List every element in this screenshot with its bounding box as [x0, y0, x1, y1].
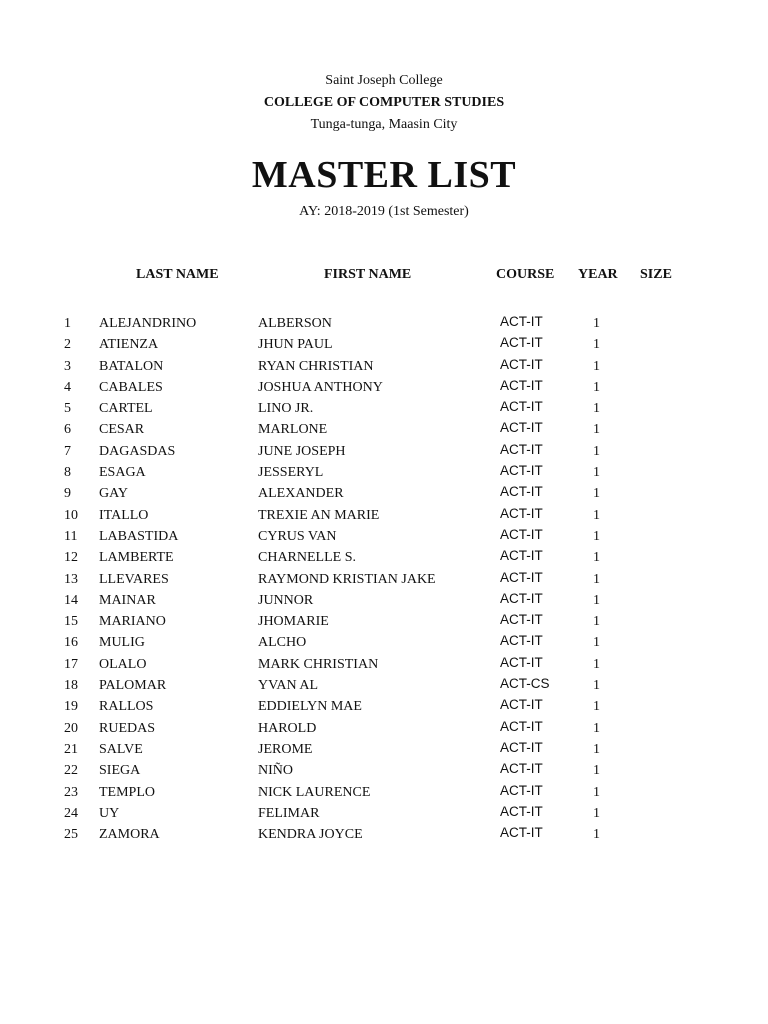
first-name-cell: CYRUS VAN: [258, 528, 337, 544]
row-number: 8: [64, 465, 71, 481]
first-name-cell: FELIMAR: [258, 805, 320, 821]
course-cell: ACT-IT: [500, 399, 543, 415]
row-number: 13: [64, 571, 78, 587]
first-name-cell: EDDIELYN MAE: [258, 699, 362, 715]
row-number: 3: [64, 358, 71, 374]
table-row: [0, 697, 768, 718]
row-number: 22: [64, 763, 78, 779]
row-number: 10: [64, 507, 78, 523]
year-cell: 1: [593, 337, 600, 353]
year-cell: 1: [593, 401, 600, 417]
table-row: [0, 570, 768, 591]
row-number: 12: [64, 550, 78, 566]
course-cell: ACT-IT: [500, 697, 543, 713]
year-cell: 1: [593, 422, 600, 438]
row-number: 19: [64, 699, 78, 715]
row-number: 25: [64, 827, 78, 843]
document-title: MASTER LIST: [251, 154, 517, 196]
last-name-cell: MAINAR: [99, 592, 156, 608]
row-number: 9: [64, 486, 71, 502]
last-name-cell: MARIANO: [99, 614, 166, 630]
row-number: 18: [64, 678, 78, 694]
course-cell: ACT-IT: [500, 612, 543, 628]
year-cell: 1: [593, 699, 600, 715]
table-row: [0, 314, 768, 335]
row-number: 5: [64, 401, 71, 417]
first-name-cell: MARLONE: [258, 422, 328, 438]
last-name-cell: TEMPLO: [99, 784, 155, 800]
last-name-cell: MULIG: [99, 635, 145, 651]
row-number: 4: [64, 379, 71, 395]
course-cell: ACT-IT: [500, 803, 543, 819]
course-cell: ACT-IT: [500, 505, 543, 521]
row-number: 24: [64, 805, 78, 821]
college-name: COLLEGE OF COMPUTER STUDIES: [263, 95, 505, 110]
school-name: Saint Joseph College: [325, 73, 443, 88]
last-name-cell: RALLOS: [99, 699, 154, 715]
year-cell: 1: [593, 358, 600, 374]
column-header-year: YEAR: [578, 267, 618, 282]
course-cell: ACT-IT: [500, 569, 543, 585]
year-cell: 1: [593, 763, 600, 779]
course-cell: ACT-IT: [500, 718, 543, 734]
table-row: [0, 506, 768, 527]
table-row: [0, 591, 768, 612]
last-name-cell: UY: [99, 805, 120, 821]
first-name-cell: YVAN AL: [258, 678, 319, 694]
last-name-cell: CABALES: [99, 379, 163, 395]
year-cell: 1: [593, 379, 600, 395]
first-name-cell: NIÑO: [258, 763, 293, 779]
course-cell: ACT-IT: [500, 739, 543, 755]
course-cell: ACT-CS: [500, 676, 550, 692]
course-cell: ACT-IT: [500, 377, 543, 393]
table-row: [0, 527, 768, 548]
table-row: [0, 420, 768, 441]
table-row: [0, 484, 768, 505]
first-name-cell: KENDRA JOYCE: [258, 827, 363, 843]
year-cell: 1: [593, 635, 600, 651]
year-cell: 1: [593, 550, 600, 566]
row-number: 15: [64, 614, 78, 630]
last-name-cell: ESAGA: [99, 465, 146, 481]
course-cell: ACT-IT: [500, 825, 543, 841]
first-name-cell: JOSHUA ANTHONY: [258, 379, 383, 395]
table-row: [0, 357, 768, 378]
year-cell: 1: [593, 486, 600, 502]
last-name-cell: LLEVARES: [99, 571, 169, 587]
last-name-cell: ALEJANDRINO: [99, 316, 197, 331]
first-name-cell: MARK CHRISTIAN: [258, 656, 379, 672]
first-name-cell: JEROME: [258, 741, 313, 757]
first-name-cell: JESSERYL: [258, 465, 324, 481]
row-number: 17: [64, 656, 78, 672]
table-row: [0, 463, 768, 484]
year-cell: 1: [593, 592, 600, 608]
academic-year: AY: 2018-2019 (1st Semester): [299, 204, 469, 219]
row-number: 2: [64, 337, 71, 353]
table-row: [0, 761, 768, 782]
first-name-cell: LINO JR.: [258, 401, 314, 417]
school-address: Tunga-tunga, Maasin City: [310, 117, 458, 132]
year-cell: 1: [593, 827, 600, 843]
row-number: 20: [64, 720, 78, 736]
year-cell: 1: [593, 614, 600, 630]
course-cell: ACT-IT: [500, 548, 543, 564]
table-row: [0, 399, 768, 420]
row-number: 11: [64, 528, 78, 544]
table-row: [0, 655, 768, 676]
table-row: [0, 783, 768, 804]
year-cell: 1: [593, 465, 600, 481]
last-name-cell: CARTEL: [99, 401, 153, 417]
last-name-cell: RUEDAS: [99, 720, 156, 736]
course-cell: ACT-IT: [500, 526, 543, 542]
course-cell: ACT-IT: [500, 314, 543, 329]
row-number: 14: [64, 592, 78, 608]
row-number: 16: [64, 635, 78, 651]
last-name-cell: LAMBERTE: [99, 550, 174, 566]
first-name-cell: JHUN PAUL: [258, 337, 333, 353]
first-name-cell: ALCHO: [258, 635, 307, 651]
last-name-cell: ITALLO: [99, 507, 149, 523]
first-name-cell: ALEXANDER: [258, 486, 344, 502]
table-row: [0, 612, 768, 633]
row-number: 23: [64, 784, 78, 800]
last-name-cell: ATIENZA: [99, 337, 159, 353]
course-cell: ACT-IT: [500, 484, 543, 500]
row-number: 21: [64, 741, 78, 757]
first-name-cell: JHOMARIE: [258, 614, 329, 630]
year-cell: 1: [593, 443, 600, 459]
first-name-cell: CHARNELLE S.: [258, 550, 356, 566]
last-name-cell: ZAMORA: [99, 827, 160, 843]
first-name-cell: JUNNOR: [258, 592, 314, 608]
course-cell: ACT-IT: [500, 335, 543, 351]
column-header-size: SIZE: [640, 267, 672, 282]
table-row: [0, 825, 768, 846]
table-row: [0, 633, 768, 654]
year-cell: 1: [593, 678, 600, 694]
last-name-cell: DAGASDAS: [99, 443, 176, 459]
course-cell: ACT-IT: [500, 633, 543, 649]
table-row: [0, 442, 768, 463]
table-row: [0, 676, 768, 697]
course-cell: ACT-IT: [500, 590, 543, 606]
first-name-cell: RYAN CHRISTIAN: [258, 358, 374, 374]
year-cell: 1: [593, 805, 600, 821]
course-cell: ACT-IT: [500, 420, 543, 436]
column-header-first-name: FIRST NAME: [324, 267, 412, 282]
course-cell: ACT-IT: [500, 654, 543, 670]
first-name-cell: HAROLD: [258, 720, 317, 736]
last-name-cell: GAY: [99, 486, 129, 502]
year-cell: 1: [593, 656, 600, 672]
table-row: [0, 719, 768, 740]
row-number: 7: [64, 443, 71, 459]
row-number: 1: [64, 316, 71, 331]
last-name-cell: SALVE: [99, 741, 143, 757]
last-name-cell: BATALON: [99, 358, 164, 374]
column-header-last-name: LAST NAME: [136, 267, 219, 282]
table-row: [0, 335, 768, 356]
last-name-cell: SIEGA: [99, 763, 141, 779]
year-cell: 1: [593, 507, 600, 523]
last-name-cell: PALOMAR: [99, 678, 167, 694]
year-cell: 1: [593, 571, 600, 587]
course-cell: ACT-IT: [500, 356, 543, 372]
table-row: [0, 548, 768, 569]
column-header-course: COURSE: [496, 267, 555, 282]
year-cell: 1: [593, 784, 600, 800]
first-name-cell: ALBERSON: [258, 316, 332, 331]
first-name-cell: NICK LAURENCE: [258, 784, 371, 800]
course-cell: ACT-IT: [500, 463, 543, 479]
last-name-cell: OLALO: [99, 656, 147, 672]
year-cell: 1: [593, 741, 600, 757]
table-row: [0, 378, 768, 399]
last-name-cell: CESAR: [99, 422, 145, 438]
table-row: [0, 804, 768, 825]
course-cell: ACT-IT: [500, 761, 543, 777]
table-row: [0, 740, 768, 761]
row-number: 6: [64, 422, 71, 438]
first-name-cell: TREXIE AN MARIE: [258, 507, 380, 523]
student-list: [0, 314, 768, 846]
year-cell: 1: [593, 528, 600, 544]
first-name-cell: JUNE JOSEPH: [258, 443, 346, 459]
last-name-cell: LABASTIDA: [99, 528, 179, 544]
year-cell: 1: [593, 316, 600, 331]
first-name-cell: RAYMOND KRISTIAN JAKE: [258, 571, 436, 587]
course-cell: ACT-IT: [500, 441, 543, 457]
year-cell: 1: [593, 720, 600, 736]
course-cell: ACT-IT: [500, 782, 543, 798]
